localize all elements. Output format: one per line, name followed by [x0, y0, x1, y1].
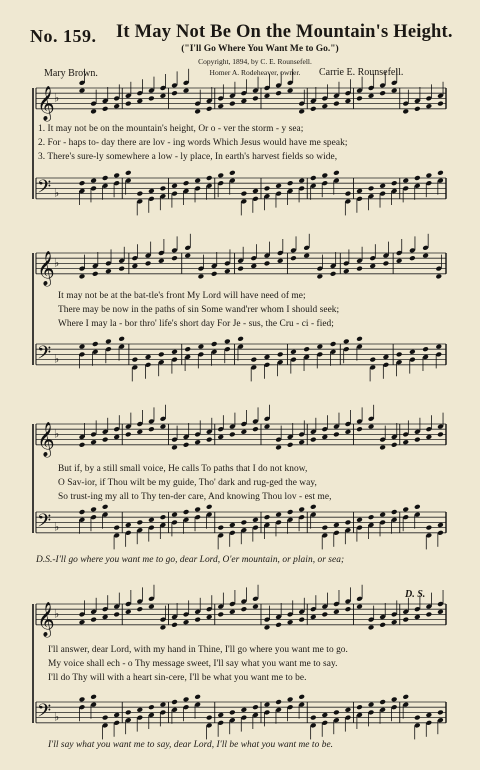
flat-key-signature: ♭ [54, 186, 60, 200]
note-head [171, 349, 178, 355]
note-head [158, 351, 165, 357]
note-head [241, 191, 248, 197]
note-head [90, 439, 97, 445]
system-3-verse-3: So trust-ing my all to Thy ten-der care, And knowing Thou lov - est me, [58, 492, 332, 502]
system-3-verse-2: O Sav-ior, if Thou wilt be my guide, Tho' dark and rug-ged the way, [58, 478, 317, 488]
composer-credit: Carrie E. Rounsefell. [319, 67, 404, 78]
note-head [303, 346, 310, 352]
note-head [148, 704, 155, 710]
note-head [391, 88, 398, 94]
note-head [183, 180, 190, 186]
note-head [198, 344, 205, 350]
note-head [125, 709, 132, 715]
note-head [264, 514, 271, 520]
note-head [125, 431, 132, 437]
note-head [241, 429, 248, 435]
note-head [402, 439, 409, 445]
note-head [217, 712, 224, 718]
note-head [383, 260, 390, 266]
lyricist-credit: Mary Brown. [44, 68, 98, 79]
note-head [252, 604, 259, 610]
note-head [290, 349, 297, 355]
note-head [333, 101, 340, 107]
note-head [264, 702, 271, 708]
note-head [310, 175, 317, 181]
note-head [252, 704, 259, 710]
note-head [321, 712, 328, 718]
note-head [113, 103, 120, 109]
note-head [252, 95, 259, 101]
note-head [90, 178, 97, 184]
note-head [379, 512, 386, 518]
note-head [437, 709, 444, 715]
note-head [437, 609, 444, 615]
note-head [437, 431, 444, 437]
note-head [160, 514, 167, 520]
note-head [345, 606, 352, 612]
note-head [333, 522, 340, 528]
note-head [125, 522, 132, 528]
note-head [310, 437, 317, 443]
note-head [194, 506, 201, 512]
system-3-verse-1: But if, by a still small voice, He calls To paths that I do not know, [58, 464, 308, 474]
note-head [145, 354, 152, 360]
note-head [79, 442, 86, 448]
ds-marker: D. S. [405, 589, 426, 600]
bass-clef: 𝄢 [37, 510, 52, 536]
note-head [368, 514, 375, 520]
note-head [437, 101, 444, 107]
note-head [102, 614, 109, 620]
note-head [275, 183, 282, 189]
note-head [435, 273, 442, 279]
note-head [118, 266, 125, 272]
note-head [183, 509, 190, 515]
note-head [237, 266, 244, 272]
note-head [369, 357, 376, 363]
note-head [102, 106, 109, 112]
note-head [183, 696, 190, 702]
note-head [229, 431, 236, 437]
note-head [252, 517, 259, 523]
note-head [333, 431, 340, 437]
bass-clef: 𝄢 [37, 342, 52, 368]
note-head [171, 512, 178, 518]
note-head [211, 271, 218, 277]
treble-clef: 𝄞 [37, 601, 55, 637]
system-4-bottom-line: I'll say what you want me to say, dear Lord, I'll be what you want me to be. [48, 740, 334, 750]
note-head [414, 504, 421, 510]
note-head [287, 509, 294, 515]
note-head [391, 509, 398, 515]
note-head [426, 434, 433, 440]
hymn-title: It May Not Be On the Mountain's Height. [116, 22, 453, 42]
note-head [206, 437, 213, 443]
note-head [426, 172, 433, 178]
copyright-line: Copyright, 1894, by C. E. Rounsefell. [198, 57, 312, 66]
note-head [264, 185, 271, 191]
owner-line: Homer A. Rodeheaver, owner. [209, 68, 301, 77]
note-head [356, 426, 363, 432]
note-head [402, 617, 409, 623]
note-head [160, 93, 167, 99]
note-head [422, 253, 429, 259]
treble-clef: 𝄞 [37, 250, 55, 286]
note-head [379, 444, 386, 450]
note-head [171, 622, 178, 628]
note-head [264, 260, 271, 266]
note-head [132, 263, 139, 269]
note-head [183, 442, 190, 448]
note-head [183, 88, 190, 94]
note-head [426, 611, 433, 617]
note-head [298, 617, 305, 623]
note-head [171, 444, 178, 450]
note-head [356, 188, 363, 194]
note-head [379, 699, 386, 705]
note-head [356, 266, 363, 272]
note-head [171, 90, 178, 96]
note-head [317, 344, 324, 350]
note-head [206, 715, 213, 721]
note-head [379, 622, 386, 628]
note-head [298, 178, 305, 184]
note-head [317, 273, 324, 279]
note-head [252, 426, 259, 432]
note-head [356, 517, 363, 523]
note-head [90, 506, 97, 512]
note-head [132, 357, 139, 363]
system-2-verse-1: It may not be at the bat-tle's front My Lord will have need of me; [58, 291, 306, 301]
note-head [171, 183, 178, 189]
note-head [437, 522, 444, 528]
treble-clef: 𝄞 [37, 421, 55, 457]
system-1-verse-3: 3. There's sure-ly somewhere a low - ly place, In earth's harvest fields so wide, [38, 152, 338, 162]
flat-key-signature: ♭ [54, 256, 60, 270]
note-head [252, 188, 259, 194]
note-head [321, 172, 328, 178]
note-head [241, 98, 248, 104]
note-head [113, 525, 120, 531]
note-head [229, 170, 236, 176]
note-head [113, 611, 120, 617]
note-head [194, 694, 201, 700]
note-head [275, 622, 282, 628]
hymn-subtitle: ("I'll Go Where You Want Me to Go.") [181, 44, 339, 54]
system-2-verse-2: There may be now in the paths of sin Some wand'rer whom I should seek; [58, 305, 340, 315]
note-head [414, 106, 421, 112]
note-head [79, 180, 86, 186]
note-head [409, 349, 416, 355]
note-head [136, 191, 143, 197]
note-head [275, 699, 282, 705]
note-head [217, 103, 224, 109]
note-head [310, 106, 317, 112]
note-head [356, 95, 363, 101]
note-head [409, 255, 416, 261]
note-head [194, 617, 201, 623]
note-head [298, 439, 305, 445]
note-head [136, 98, 143, 104]
note-head [125, 170, 132, 176]
system-4-verse-2: My voice shall ech - o Thy message sweet, I'll say what you want me to say. [48, 659, 338, 669]
note-head [145, 260, 152, 266]
note-head [206, 504, 213, 510]
note-head [345, 707, 352, 713]
note-head [333, 609, 340, 615]
note-head [229, 609, 236, 615]
note-head [237, 336, 244, 342]
note-head [113, 712, 120, 718]
note-head [330, 341, 337, 347]
note-head [90, 617, 97, 623]
note-head [148, 517, 155, 523]
note-head [136, 606, 143, 612]
note-head [396, 351, 403, 357]
note-head [79, 619, 86, 625]
note-head [136, 707, 143, 713]
note-head [321, 525, 328, 531]
note-head [345, 519, 352, 525]
note-head [136, 429, 143, 435]
note-head [148, 426, 155, 432]
note-head [264, 93, 271, 99]
note-head [345, 429, 352, 435]
note-head [160, 185, 167, 191]
note-head [310, 614, 317, 620]
note-head [79, 696, 86, 702]
note-head [224, 268, 231, 274]
note-head [391, 619, 398, 625]
note-head [217, 611, 224, 617]
note-head [422, 346, 429, 352]
note-head [287, 619, 294, 625]
note-head [383, 354, 390, 360]
note-head [275, 444, 282, 450]
note-head [250, 357, 257, 363]
flat-key-signature: ♭ [54, 710, 60, 724]
note-head [79, 509, 86, 515]
note-head [287, 696, 294, 702]
note-head [105, 268, 112, 274]
note-head [206, 175, 213, 181]
note-head [171, 699, 178, 705]
note-head [321, 103, 328, 109]
note-head [229, 522, 236, 528]
note-head [160, 624, 167, 630]
note-head [368, 424, 375, 430]
note-head [368, 93, 375, 99]
note-head [391, 180, 398, 186]
note-head [356, 336, 363, 342]
note-head [194, 108, 201, 114]
note-head [90, 694, 97, 700]
note-head [184, 346, 191, 352]
system-4-verse-3: I'll do Thy will with a heart sin-cere, I'll be what you want me to be. [48, 673, 307, 683]
note-head [437, 170, 444, 176]
note-head [426, 103, 433, 109]
note-head [277, 258, 284, 264]
note-head [148, 604, 155, 610]
note-head [290, 255, 297, 261]
flat-key-signature: ♭ [54, 607, 60, 621]
note-head [158, 258, 165, 264]
note-head [79, 88, 86, 94]
note-head [298, 506, 305, 512]
note-head [310, 715, 317, 721]
flat-key-signature: ♭ [54, 520, 60, 534]
note-head [118, 336, 125, 342]
note-head [402, 694, 409, 700]
note-head [343, 268, 350, 274]
note-head [298, 108, 305, 114]
note-head [264, 624, 271, 630]
note-head [102, 504, 109, 510]
note-head [287, 180, 294, 186]
hymn-number: No. 159. [30, 26, 97, 46]
note-head [321, 434, 328, 440]
note-head [113, 434, 120, 440]
note-head [414, 614, 421, 620]
note-head [92, 341, 99, 347]
note-head [379, 183, 386, 189]
note-head [264, 424, 271, 430]
note-head [275, 90, 282, 96]
note-head [171, 255, 178, 261]
note-head [198, 273, 205, 279]
bass-clef: 𝄢 [37, 700, 52, 726]
system-1-verse-2: 2. For - haps to- day there are lov - ing words Which Jesus would have me speak; [38, 138, 348, 148]
note-head [402, 108, 409, 114]
note-head [391, 696, 398, 702]
note-head [275, 512, 282, 518]
note-head [250, 263, 257, 269]
note-head [345, 98, 352, 104]
note-head [217, 525, 224, 531]
note-head [402, 506, 409, 512]
note-head [102, 437, 109, 443]
note-head [194, 439, 201, 445]
note-head [79, 344, 86, 350]
note-head [125, 101, 132, 107]
system-4-verse-1: I'll answer, dear Lord, with my hand in Thine, I'll go where you want me to go. [48, 645, 348, 655]
note-head [426, 525, 433, 531]
note-head [148, 95, 155, 101]
note-head [206, 106, 213, 112]
note-head [184, 253, 191, 259]
note-head [356, 704, 363, 710]
note-head [90, 108, 97, 114]
note-head [426, 712, 433, 718]
system-3-ds-line: D.S.-I'll go where you want me to go, dear Lord, O'er mountain, or plain, or sea; [36, 555, 345, 565]
note-head [414, 437, 421, 443]
note-head [402, 178, 409, 184]
note-head [136, 519, 143, 525]
note-head [160, 424, 167, 430]
note-head [79, 273, 86, 279]
note-head [414, 715, 421, 721]
note-head [224, 338, 231, 344]
system-2-verse-3: Where I may la - bor thro' life's short day For Je - sus, the Cru - ci - fied; [58, 319, 334, 329]
note-head [298, 694, 305, 700]
note-head [211, 341, 218, 347]
note-head [343, 338, 350, 344]
note-head [217, 434, 224, 440]
note-head [229, 101, 236, 107]
note-head [125, 609, 132, 615]
note-head [241, 519, 248, 525]
note-head [217, 172, 224, 178]
flat-key-signature: ♭ [54, 427, 60, 441]
note-head [287, 442, 294, 448]
flat-key-signature: ♭ [54, 352, 60, 366]
note-head [391, 442, 398, 448]
note-head [345, 191, 352, 197]
note-head [310, 504, 317, 510]
note-head [414, 175, 421, 181]
note-head [148, 188, 155, 194]
note-head [241, 606, 248, 612]
note-head [102, 715, 109, 721]
note-head [396, 258, 403, 264]
note-head [303, 253, 310, 259]
note-head [435, 344, 442, 350]
note-head [113, 172, 120, 178]
note-head [333, 170, 340, 176]
note-head [229, 709, 236, 715]
note-head [277, 351, 284, 357]
note-head [379, 90, 386, 96]
note-head [368, 624, 375, 630]
bass-clef: 𝄢 [37, 176, 52, 202]
note-head [160, 702, 167, 708]
note-head [102, 175, 109, 181]
note-head [92, 271, 99, 277]
note-head [321, 611, 328, 617]
system-1-verse-1: 1. It may not be on the mountain's height, Or o - ver the storm - y sea; [38, 124, 304, 134]
note-head [287, 88, 294, 94]
note-head [264, 354, 271, 360]
note-head [241, 707, 248, 713]
note-head [183, 619, 190, 625]
note-head [368, 702, 375, 708]
note-head [368, 185, 375, 191]
note-head [206, 614, 213, 620]
note-head [194, 178, 201, 184]
note-head [330, 271, 337, 277]
flat-key-signature: ♭ [54, 91, 60, 105]
note-head [105, 338, 112, 344]
treble-clef: 𝄞 [37, 85, 55, 121]
note-head [356, 604, 363, 610]
note-head [333, 709, 340, 715]
note-head [369, 263, 376, 269]
